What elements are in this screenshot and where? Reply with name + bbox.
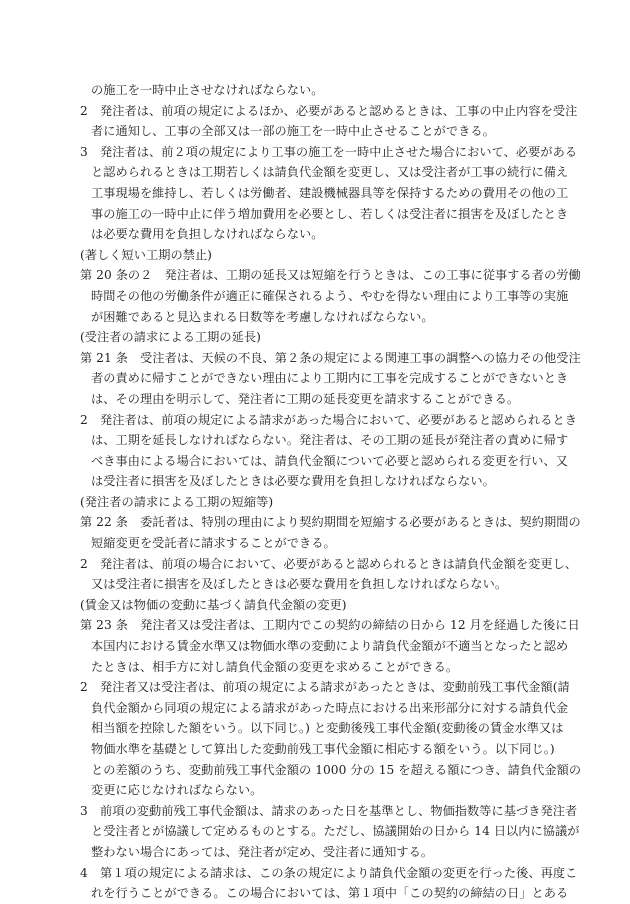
text-line: 者に通知し、工事の全部又は一部の施工を一時中止させることができる。 <box>91 124 495 139</box>
text-line: 本国内における賃金水準又は物価水準の変動により請負代金額が不適当となったと認め <box>91 639 569 654</box>
text-line: と認められるときは工期若しくは請負代金額を変更し、又は受注者が工事の続行に備え <box>91 165 569 180</box>
section-heading: (発注者の請求による工期の短縮等) <box>80 494 274 509</box>
text-line: と受注者とが協議して定めるものとする。ただし、協議開始の日から 14 日以内に協議が <box>91 824 580 839</box>
text-line: が困難であると見込まれる日数等を考慮しなければならない。 <box>91 309 434 324</box>
text-line: 者の責めに帰すことができない理由により工期内に工事を完成することができないとき <box>91 371 569 386</box>
text-line: との差額のうち、変動前残工事代金額の 1000 分の 15 を超える額につき、請負代金額の <box>91 762 582 777</box>
text-line: れを行うことができる。この場合においては、第１項中「この契約の締結の日」とある <box>91 886 569 901</box>
text-line: の施工を一時中止させなければならない。 <box>91 83 324 97</box>
text-line: 第 23 条 発注者又は受注者は、工期内でこの契約の締結の日から 12 月を経過した後に日 <box>80 618 580 633</box>
section-heading: (賃金又は物価の変動に基づく請負代金額の変更) <box>80 597 347 612</box>
text-line: 4 第１項の規定による請求は、この条の規定により請負代金額の変更を行った後、再度こ <box>80 865 578 880</box>
text-line: 2 発注者は、前項の規定による請求があった場合において、必要があると認められるとき <box>80 412 577 427</box>
text-line: 変更に応じなければならない。 <box>91 783 263 798</box>
text-line: 物価水準を基礎として算出した変動前残工事代金額に相応する額をいう。以下同じ。) <box>91 742 555 756</box>
text-line: 2 発注者は、前項の場合において、必要があると認められるときは請負代金額を変更し、 <box>80 556 578 571</box>
text-line: たときは、相手方に対し請負代金額の変更を求めることができる。 <box>91 659 459 674</box>
document-body <box>80 80 582 904</box>
text-line: 2 発注者は、前項の規定によるほか、必要があると認めるときは、工事の中止内容を受注 <box>80 103 578 118</box>
section-heading: (受注者の請求による工期の延長) <box>80 330 261 345</box>
text-line: 相当額を控除した額をいう。以下同じ。) と変動後残工事代金額(変動後の賃金水準又は <box>91 721 564 736</box>
text-line: べき事由による場合においては、請負代金額について必要と認められる変更を行い、又 <box>91 453 569 468</box>
text-line: 第 21 条 受注者は、天候の不良、第２条の規定による関連工事の調整への協力その他受注 <box>80 350 581 365</box>
text-line: は受注者に損害を及ぼしたときは必要な費用を負担しなければならない。 <box>91 474 495 489</box>
text-line: 3 前項の変動前残工事代金額は、請求のあった日を基準とし、物価指数等に基づき発注者 <box>80 803 578 818</box>
text-line: は、その理由を明示して、発注者に工期の延長変更を請求することができる。 <box>91 391 520 406</box>
text-line: は、工期を延長しなければならない。発注者は、その工期の延長が発注者の責めに帰す <box>91 433 569 448</box>
text-line: 第 22 条 委託者は、特別の理由により契約期間を短縮する必要があるときは、契約期間の <box>80 515 581 530</box>
text-line: 整わない場合にあっては、発注者が定め、受注者に通知する。 <box>91 844 434 859</box>
text-line: 工事現場を維持し、若しくは労働者、建設機械器具等を保持するための費用その他の工 <box>91 185 569 200</box>
section-heading: (著しく短い工期の禁止) <box>80 247 212 262</box>
text-line: 短縮変更を受託者に請求することができる。 <box>91 536 336 551</box>
text-line: は必要な費用を負担しなければならない。 <box>91 227 324 242</box>
text-line: 事の施工の一時中止に伴う増加費用を必要とし、若しくは受注者に損害を及ぼしたとき <box>91 206 569 221</box>
text-line: 3 発注者は、前２項の規定により工事の施工を一時中止させた場合において、必要がある <box>80 144 578 159</box>
text-line: 時間その他の労働条件が適正に確保されるよう、やむを得ない理由により工事等の実施 <box>91 288 569 303</box>
text-line: 2 発注者又は受注者は、前項の規定による請求があったときは、変動前残工事代金額(請 <box>80 680 570 695</box>
text-line: 負代金額から同項の規定による請求があった時点における出来形部分に対する請負代金 <box>91 700 569 715</box>
text-line: 又は受注者に損害を及ぼしたときは必要な費用を負担しなければならない。 <box>91 577 508 592</box>
text-line: 第 20 条の２ 発注者は、工期の延長又は短縮を行うときは、この工事に従事する者の労働 <box>80 268 581 283</box>
